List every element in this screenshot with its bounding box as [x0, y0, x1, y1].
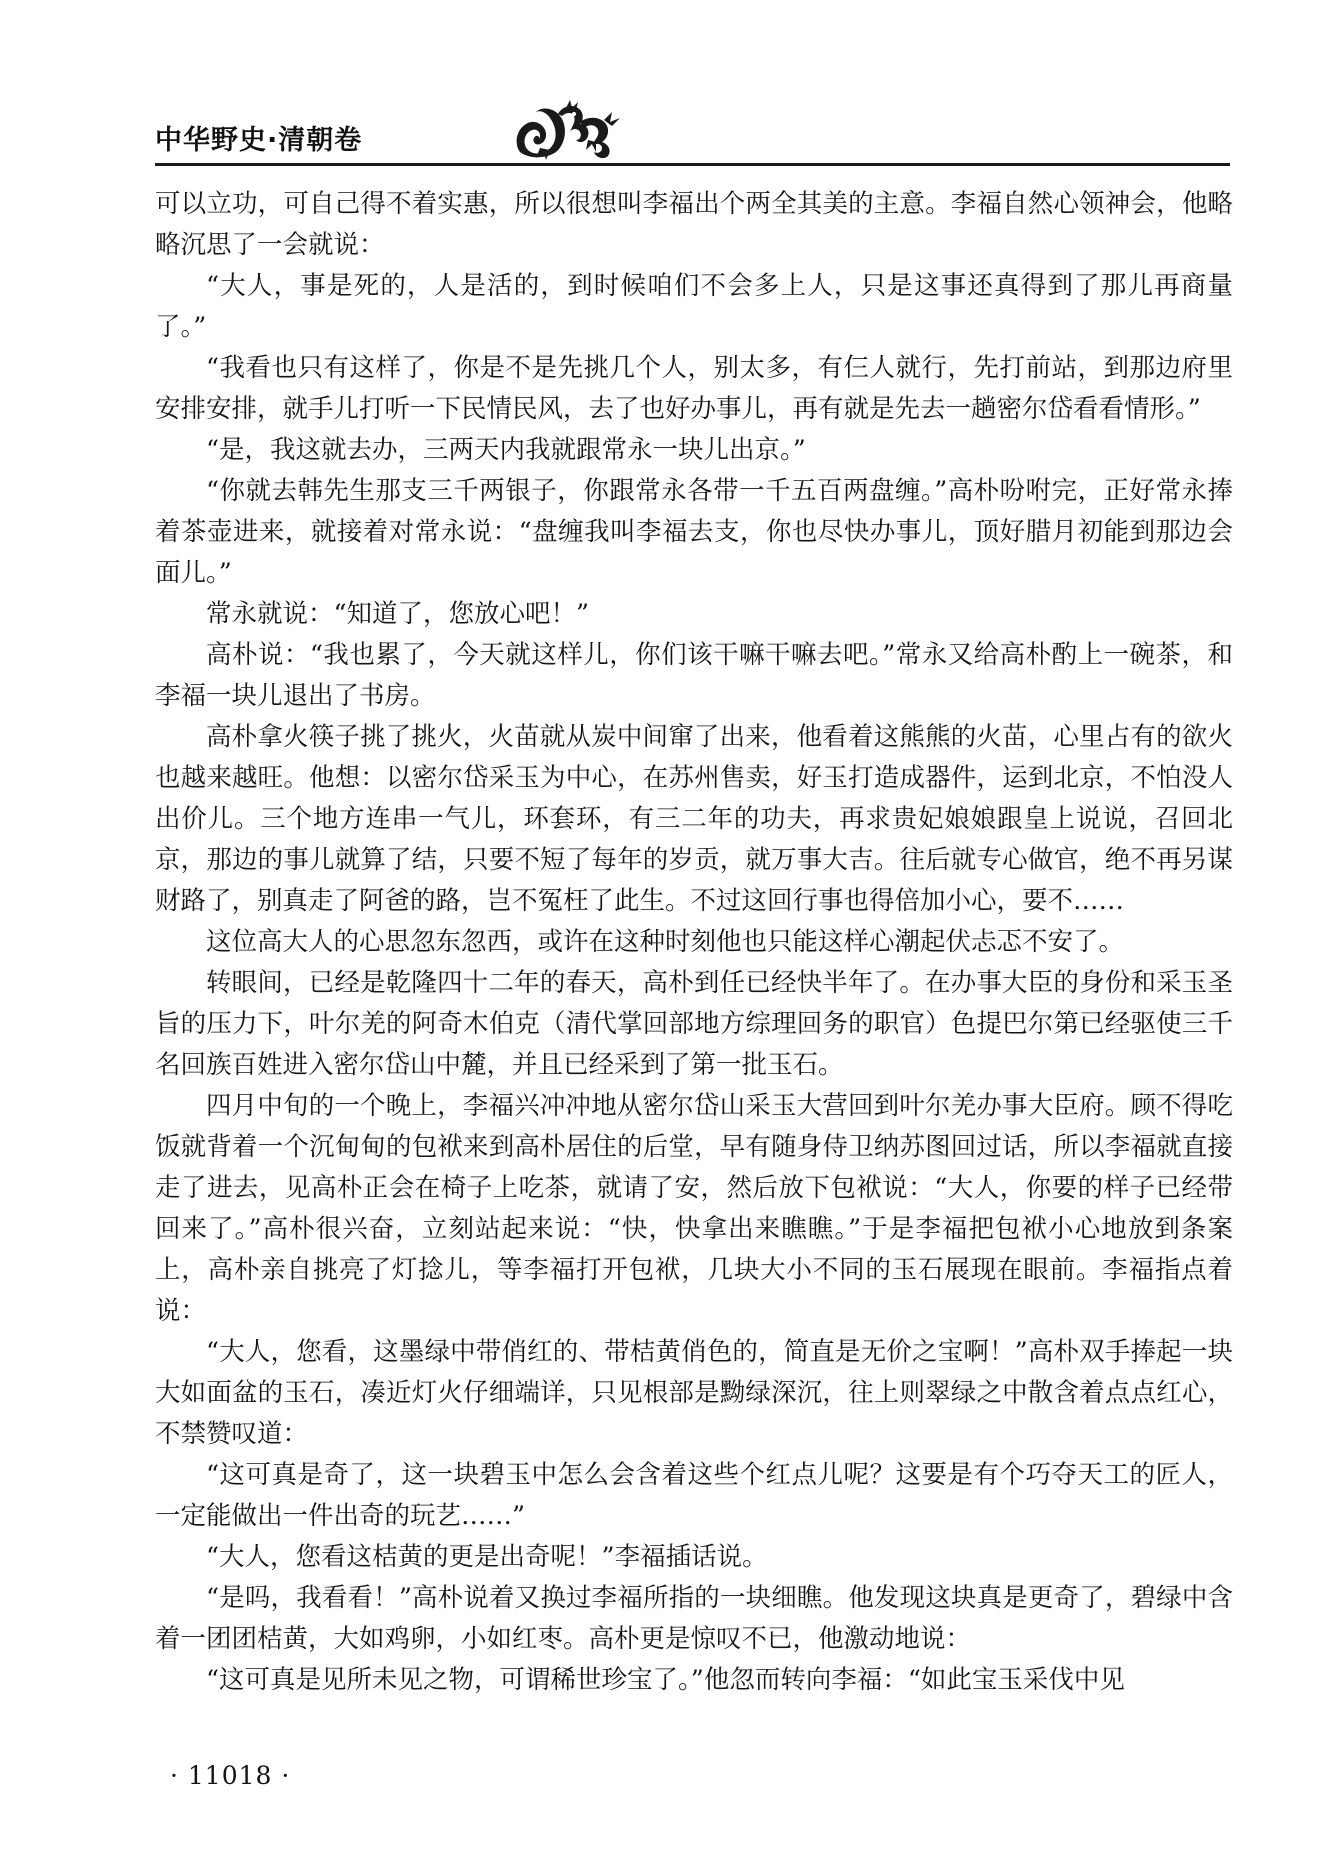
- paragraph: 常永就说：“知道了，您放心吧！”: [206, 599, 590, 629]
- paragraph: “大人，事是死的，人是活的，到时候咱们不会多上人，只是这事还真得到了那儿再商量了。”: [155, 271, 1233, 342]
- paragraph: 高朴说：“我也累了，今天就这样儿，你们该干嘛干嘛去吧。”常永又给高朴酌上一碗茶，和李福一块儿退出了书房。: [155, 640, 1233, 711]
- paragraph: “大人，您看，这墨绿中带俏红的、带桔黄俏色的，简直是无价之宝啊！”高朴双手捧起一块大如面盆的玉石，凑近灯火仔细端详，只见根部是黝绿深沉，往上则翠绿之中散含着点点红心，不禁赞叹道：: [155, 1337, 1233, 1449]
- paragraph: 高朴拿火筷子挑了挑火，火苗就从炭中间窜了出来，他看着这熊熊的火苗，心里占有的欲火也越来越旺。他想：以密尔岱采玉为中心，在苏州售卖，好玉打造成器件，运到北京，不怕没人出价儿。三个地方连串一气儿，环套环，有三二年的功夫，再求贵妃娘娘跟皇上说说，召回北京，那边的事儿就算了结，只要不短了每年的岁贡，就万事大吉。往后就专心做官，绝不再另谋财路了，别真走了阿爸的路，岂不冤枉了此生。不过这回行事也得倍加小心，要不……: [155, 722, 1233, 916]
- paragraph: “我看也只有这样了，你是不是先挑几个人，别太多，有仨人就行，先打前站，到那边府里安排安排，就手儿打听一下民情民风，去了也好办事儿，再有就是先去一趟密尔岱看看情形。”: [155, 353, 1233, 424]
- paragraph: “这可真是奇了，这一块碧玉中怎么会含着这些个红点儿呢？这要是有个巧夺天工的匠人，一定能做出一件出奇的玩艺……”: [155, 1460, 1233, 1531]
- paragraph: “你就去韩先生那支三千两银子，你跟常永各带一千五百两盘缠。”高朴吩咐完，正好常永捧着茶壶进来，就接着对常永说：“盘缠我叫李福去支，你也尽快办事儿，顶好腊月初能到那边会面儿。”: [155, 476, 1233, 588]
- dragon-emblem-icon: [500, 100, 630, 162]
- paragraph: 可以立功，可自己得不着实惠，所以很想叫李福出个两全其美的主意。李福自然心领神会，他略略沉思了一会就说：: [155, 189, 1233, 260]
- paragraph: 转眼间，已经是乾隆四十二年的春天，高朴到任已经快半年了。在办事大臣的身份和采玉圣旨的压力下，叶尔羌的阿奇木伯克（清代掌回部地方综理回务的职官）色提巴尔第已经驱使三千名回族百姓进入密尔岱山中麓，并且已经采到了第一批玉石。: [155, 968, 1233, 1080]
- page-header: [155, 100, 1230, 172]
- body-text: [155, 184, 1233, 1701]
- paragraph: “这可真是见所未见之物，可谓稀世珍宝了。”他忽而转向李福：“如此宝玉采伐中见: [206, 1665, 1125, 1695]
- running-title: 中华野史·清朝卷: [155, 125, 363, 156]
- paragraph: “大人，您看这桔黄的更是出奇呢！”李福插话说。: [206, 1542, 768, 1572]
- header-rule: [155, 163, 1230, 166]
- page-number: · 11018 ·: [170, 1761, 291, 1790]
- paragraph: “是吗，我看看！”高朴说着又换过李福所指的一块细瞧。他发现这块真是更奇了，碧绿中含着一团团桔黄，大如鸡卵，小如红枣。高朴更是惊叹不已，他激动地说：: [155, 1583, 1233, 1654]
- paragraph: 四月中旬的一个晚上，李福兴冲冲地从密尔岱山采玉大营回到叶尔羌办事大臣府。顾不得吃饭就背着一个沉甸甸的包袱来到高朴居住的后堂，早有随身侍卫纳苏图回过话，所以李福就直接走了进去，见高朴正会在椅子上吃茶，就请了安，然后放下包袱说：“大人，你要的样子已经带回来了。”高朴很兴奋，立刻站起来说：“快，快拿出来瞧瞧。”于是李福把包袱小心地放到条案上，高朴亲自挑亮了灯捻儿，等李福打开包袱，几块大小不同的玉石展现在眼前。李福指点着说：: [155, 1091, 1233, 1326]
- paragraph: “是，我这就去办，三两天内我就跟常永一块儿出京。”: [206, 435, 806, 465]
- paragraph: 这位高大人的心思忽东忽西，或许在这种时刻他也只能这样心潮起伏忐忑不安了。: [206, 927, 1125, 957]
